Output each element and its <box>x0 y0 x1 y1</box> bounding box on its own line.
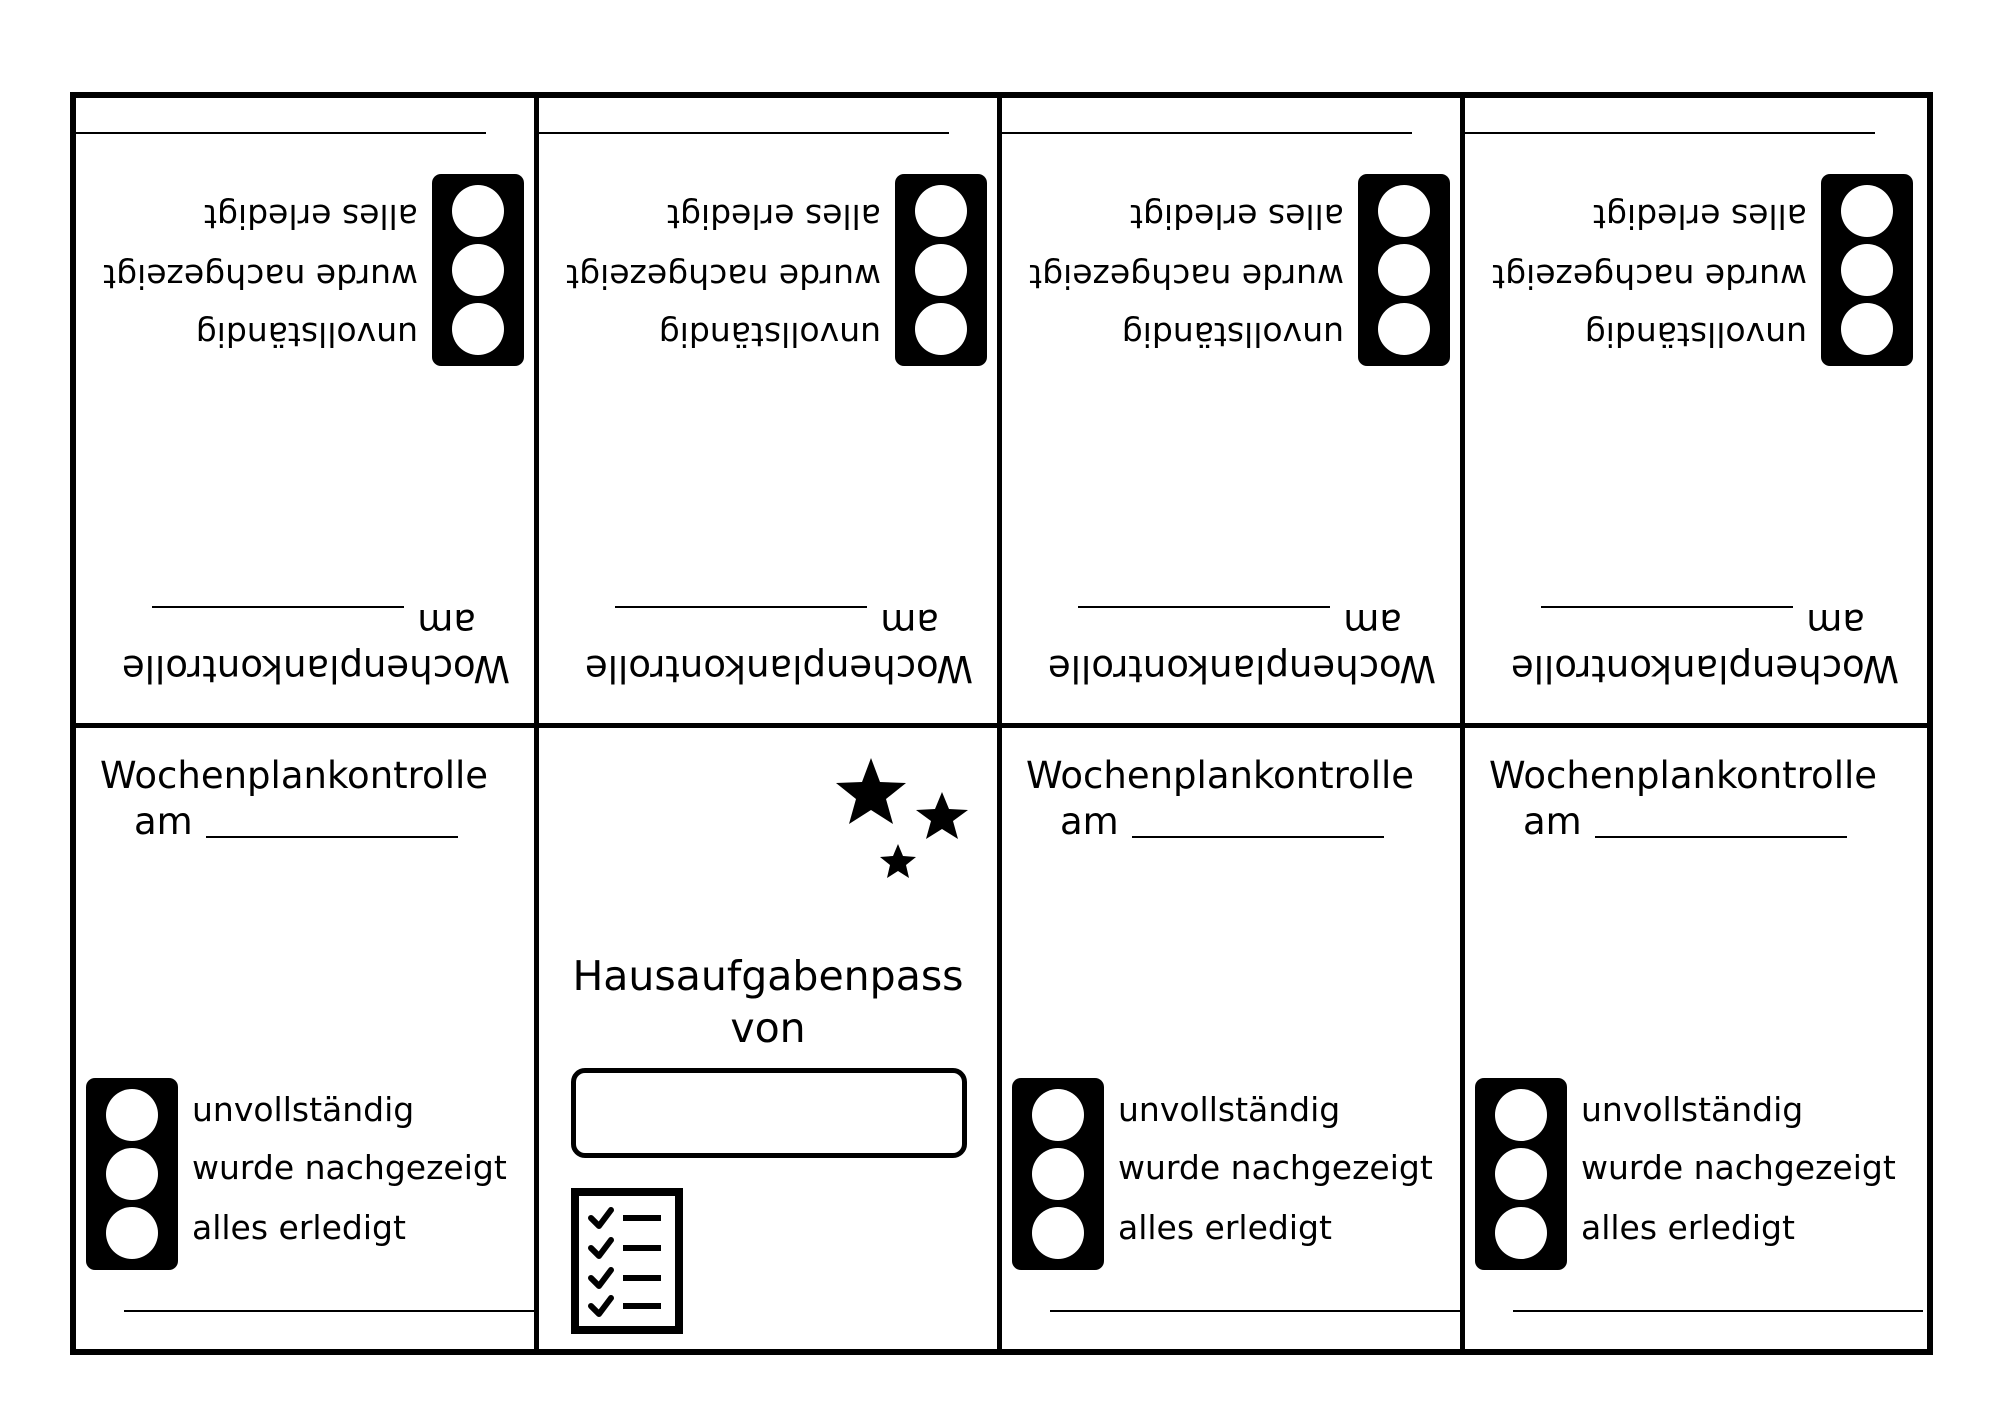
lamp-icon <box>1841 303 1893 355</box>
status-all-done: alles erledigt <box>1130 197 1344 236</box>
traffic-light-icon <box>1358 174 1450 366</box>
lamp-icon <box>915 185 967 237</box>
lamp-icon <box>452 303 504 355</box>
card-top-2 <box>539 98 997 716</box>
signature-line <box>1050 1310 1460 1312</box>
lamp-icon <box>452 244 504 296</box>
signature-line <box>124 1310 534 1312</box>
lamp-icon <box>106 1148 158 1200</box>
card-title: Wochenplankontrolle <box>100 754 489 797</box>
status-shown-later: wurde nachgezeigt <box>566 257 881 296</box>
star-icon <box>916 792 968 839</box>
status-shown-later: wurde nachgezeigt <box>192 1148 507 1187</box>
lamp-icon <box>1495 1148 1547 1200</box>
lamp-icon <box>915 244 967 296</box>
status-all-done: alles erledigt <box>192 1208 406 1247</box>
date-label: am <box>1806 601 1865 644</box>
date-blank-line <box>152 606 404 608</box>
status-shown-later: wurde nachgezeigt <box>1118 1148 1433 1187</box>
star-icon <box>880 844 916 878</box>
card-title: Wochenplankontrolle <box>1026 754 1415 797</box>
status-incomplete: unvollständig <box>658 315 881 354</box>
status-incomplete: unvollständig <box>195 315 418 354</box>
date-blank-line <box>1132 836 1384 838</box>
lamp-icon <box>106 1207 158 1259</box>
lamp-icon <box>1841 244 1893 296</box>
date-label: am <box>134 800 193 843</box>
checklist-icon <box>571 1188 683 1334</box>
lamp-icon <box>1032 1207 1084 1259</box>
student-name-field[interactable] <box>571 1068 967 1158</box>
lamp-icon <box>1032 1148 1084 1200</box>
cover-card <box>539 728 997 1346</box>
status-incomplete: unvollständig <box>1121 315 1344 354</box>
lamp-icon <box>1495 1089 1547 1141</box>
card-grid <box>70 92 1933 1355</box>
signature-line <box>1002 132 1412 134</box>
card-top-1 <box>76 98 534 716</box>
card-title: Wochenplankontrolle <box>121 647 510 690</box>
lamp-icon <box>1378 303 1430 355</box>
date-label: am <box>1523 800 1582 843</box>
cover-title-line1: Hausaufgabenpass <box>572 952 964 1000</box>
status-all-done: alles erledigt <box>204 197 418 236</box>
card-top-3 <box>1002 98 1460 716</box>
cover-title <box>539 950 997 1054</box>
date-label: am <box>1343 601 1402 644</box>
card-title: Wochenplankontrolle <box>584 647 973 690</box>
lamp-icon <box>452 185 504 237</box>
traffic-light-icon <box>86 1078 178 1270</box>
status-all-done: alles erledigt <box>667 197 881 236</box>
traffic-light-icon <box>1821 174 1913 366</box>
lamp-icon <box>915 303 967 355</box>
lamp-icon <box>1378 185 1430 237</box>
signature-line <box>1513 1310 1923 1312</box>
lamp-icon <box>1378 244 1430 296</box>
status-all-done: alles erledigt <box>1593 197 1807 236</box>
card-title: Wochenplankontrolle <box>1510 647 1899 690</box>
card-bottom-3 <box>1002 728 1460 1346</box>
signature-line <box>76 132 486 134</box>
card-bottom-4 <box>1465 728 1923 1346</box>
date-blank-line <box>206 836 458 838</box>
status-incomplete: unvollständig <box>1581 1090 1804 1129</box>
traffic-light-icon <box>432 174 524 366</box>
signature-line <box>539 132 949 134</box>
signature-line <box>1465 132 1875 134</box>
status-shown-later: wurde nachgezeigt <box>1029 257 1344 296</box>
date-label: am <box>1060 800 1119 843</box>
card-top-4 <box>1465 98 1923 716</box>
status-shown-later: wurde nachgezeigt <box>1581 1148 1896 1187</box>
star-icon <box>834 754 984 894</box>
lamp-icon <box>1841 185 1893 237</box>
card-title: Wochenplankontrolle <box>1489 754 1878 797</box>
status-shown-later: wurde nachgezeigt <box>103 257 418 296</box>
lamp-icon <box>1495 1207 1547 1259</box>
traffic-light-icon <box>1012 1078 1104 1270</box>
traffic-light-icon <box>1475 1078 1567 1270</box>
status-all-done: alles erledigt <box>1581 1208 1795 1247</box>
status-shown-later: wurde nachgezeigt <box>1492 257 1807 296</box>
status-incomplete: unvollständig <box>1118 1090 1341 1129</box>
date-blank-line <box>615 606 867 608</box>
status-incomplete: unvollständig <box>1584 315 1807 354</box>
date-blank-line <box>1078 606 1330 608</box>
traffic-light-icon <box>895 174 987 366</box>
card-title: Wochenplankontrolle <box>1047 647 1436 690</box>
status-incomplete: unvollständig <box>192 1090 415 1129</box>
cover-title-line2: von <box>730 1004 806 1052</box>
card-bottom-1 <box>76 728 534 1346</box>
lamp-icon <box>1032 1089 1084 1141</box>
date-blank-line <box>1541 606 1793 608</box>
date-label: am <box>417 601 476 644</box>
star-icon <box>836 758 906 824</box>
lamp-icon <box>106 1089 158 1141</box>
date-blank-line <box>1595 836 1847 838</box>
status-all-done: alles erledigt <box>1118 1208 1332 1247</box>
date-label: am <box>880 601 939 644</box>
